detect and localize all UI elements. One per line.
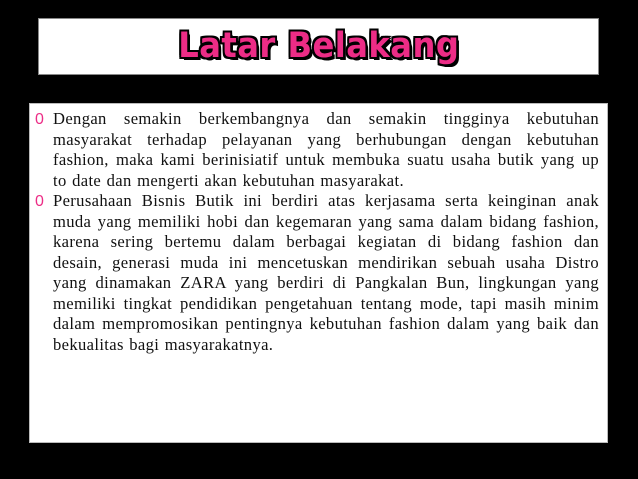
bullet-marker-icon: 0: [35, 193, 44, 210]
bullet-marker-icon: 0: [35, 111, 44, 128]
bullet-text-1: Dengan semakin berkembangnya dan semakin tingginya kebutuhan masyarakat terhadap pelayanan yang berhubungan dengan kebutuhan fashion, maka kami berinisiatif untuk membuka suatu usaha butik yang up to date dan mengerti akan kebutuhan masyarakat.: [53, 109, 599, 190]
bullet-item-2: [35, 191, 599, 355]
content-box: [30, 104, 607, 442]
slide-title: Latar Belakang: [177, 26, 460, 66]
bullet-text-2: Perusahaan Bisnis Butik ini berdiri atas kerjasama serta keinginan anak muda yang memiliki hobi dan kegemaran yang sama dalam bidang fashion, karena sering bertemu dalam berbagai kegiatan di bidang fashion dan desain, generasi muda ini mencetuskan mendirikan sebuah usaha Distro yang dinamakan ZARA yang berdiri di Pangkalan Bun, lingkungan yang memiliki tingkat pendidikan pengetahuan tentang mode, tapi masih minim dalam mempromosikan pentingnya kebutuhan fashion dalam yang baik dan bekualitas bagi masyarakatnya.: [53, 191, 599, 354]
title-box: [38, 18, 599, 75]
bullet-item-1: [35, 109, 599, 191]
